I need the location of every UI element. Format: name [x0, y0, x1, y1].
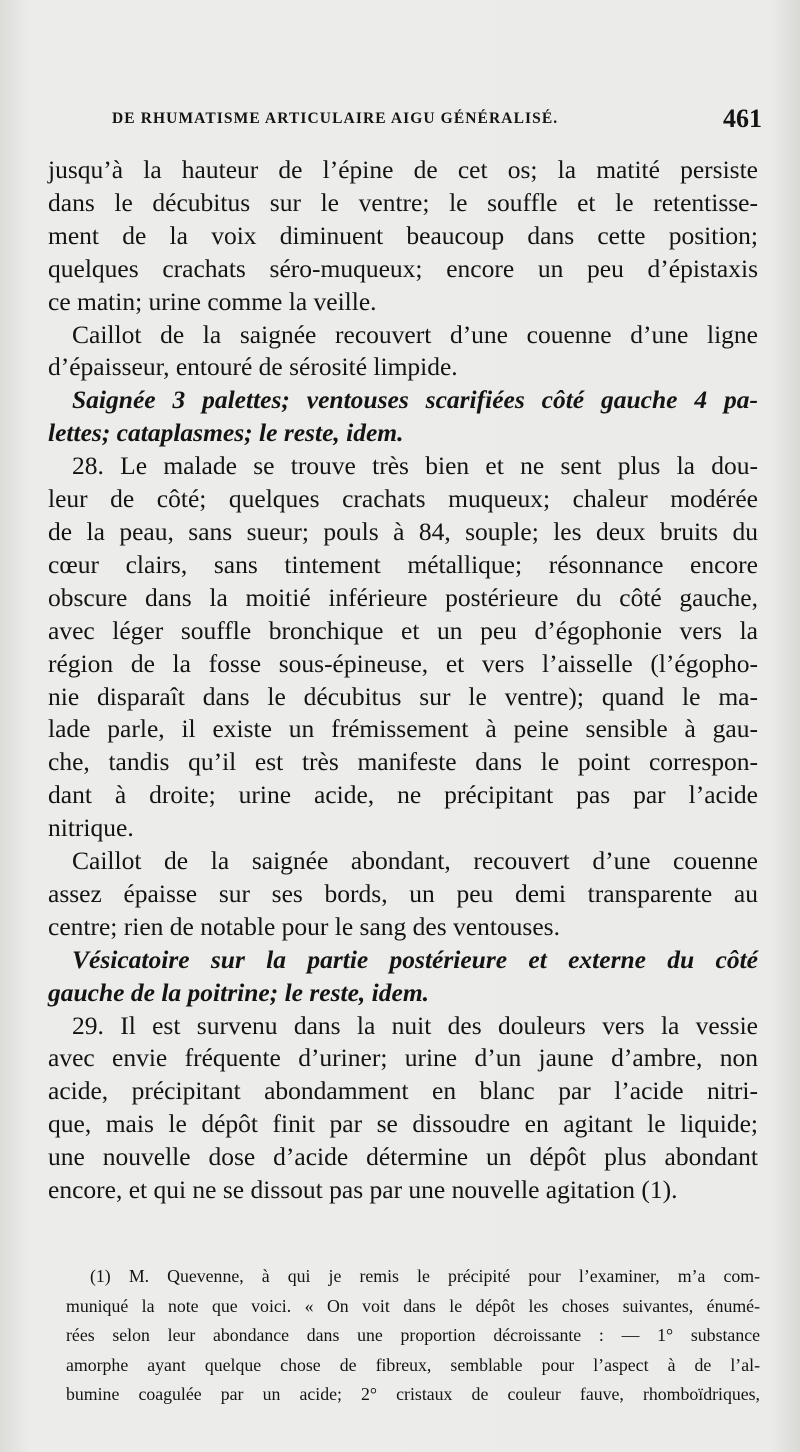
text-line: acide, précipitant abondamment en blanc par l’acide nitri-	[48, 1076, 758, 1106]
text-line: avec léger souffle bronchique et un peu d’égophonie vers la	[48, 615, 758, 645]
text-line: jusqu’à la hauteur de l’épine de cet os; la matité persiste	[48, 155, 758, 184]
text-line: Caillot de la saignée abondant, recouvert d’une couenne	[72, 846, 758, 876]
text-line: une nouvelle dose d’acide détermine un dépôt plus abondant	[48, 1142, 758, 1172]
text-line: ce matin; urine comme la veille.	[48, 286, 377, 316]
footnote-line: muniqué la note que voici. « On voit dans le dépôt les choses suivantes, énumé-	[66, 1295, 760, 1316]
text-line: quelques crachats séro-muqueux; encore un peu d’épistaxis	[48, 253, 758, 283]
text-line: lade parle, il existe un frémissement à peine sensible à gau-	[48, 714, 758, 744]
text-line: dant à droite; urine acide, ne précipitant pas par l’acide	[48, 780, 758, 810]
text-line: d’épaisseur, entouré de sérosité limpide.	[48, 352, 458, 382]
text-line: nitrique.	[48, 813, 134, 843]
text-line: centre; rien de notable pour le sang des ventouses.	[48, 911, 560, 941]
text-line: encore, et qui ne se dissout pas par une nouvelle agitation (1).	[48, 1175, 678, 1205]
footnote	[66, 1262, 760, 1410]
prescription-line: Vésicatoire sur la partie postérieure et externe du côté	[72, 944, 758, 974]
text-line: que, mais le dépôt finit par se dissoudre en agitant le liquide;	[48, 1109, 758, 1139]
text-line: obscure dans la moitié inférieure postérieure du côté gauche,	[48, 582, 758, 612]
page-number: 461	[723, 104, 762, 133]
text-line: cœur clairs, sans tintement métallique; résonnance encore	[48, 549, 758, 579]
prescription-line: Saignée 3 palettes; ventouses scarifiées côté gauche 4 pa-	[72, 385, 758, 415]
body-text	[48, 154, 758, 1207]
text-line: 28. Le malade se trouve très bien et ne sent plus la dou-	[72, 451, 758, 481]
footnote-line: bumine coagulée par un acide; 2° cristaux de couleur fauve, rhomboïdriques,	[66, 1384, 760, 1404]
text-line: che, tandis qu’il est très manifeste dans le point correspon-	[48, 747, 758, 777]
text-line: nie disparaît dans le décubitus sur le ventre); quand le ma-	[48, 681, 758, 711]
footnote-line: amorphe ayant quelque chose de fibreux, semblable pour l’aspect à de l’al-	[66, 1354, 760, 1375]
prescription-line: gauche de la poitrine; le reste, idem.	[48, 977, 430, 1007]
prescription-line: lettes; cataplasmes; le reste, idem.	[48, 418, 404, 448]
text-line: avec envie fréquente d’uriner; urine d’un jaune d’ambre, non	[48, 1043, 758, 1073]
text-line: leur de côté; quelques crachats muqueux; chaleur modérée	[48, 484, 758, 514]
text-line: ment de la voix diminuent beaucoup dans cette position;	[48, 220, 758, 250]
text-line: Caillot de la saignée recouvert d’une couenne d’une ligne	[72, 319, 758, 349]
page-header	[112, 106, 762, 134]
text-line: dans le décubitus sur le ventre; le souffle et le retentisse-	[48, 187, 758, 217]
text-line: 29. Il est survenu dans la nuit des douleurs vers la vessie	[72, 1010, 758, 1040]
footnote-line: rées selon leur abondance dans une proportion décroissante : — 1° substance	[66, 1325, 760, 1345]
text-line: région de la fosse sous-épineuse, et vers l’aisselle (l’égopho-	[48, 648, 758, 678]
text-line: assez épaisse sur ses bords, un peu demi transparente au	[48, 878, 758, 908]
footnote-line: (1) M. Quevenne, à qui je remis le précipité pour l’examiner, m’a com-	[90, 1266, 760, 1286]
running-title: DE RHUMATISME ARTICULAIRE AIGU GÉNÉRALISÉ.	[112, 110, 559, 127]
text-line: de la peau, sans sueur; pouls à 84, souple; les deux bruits du	[48, 516, 758, 546]
